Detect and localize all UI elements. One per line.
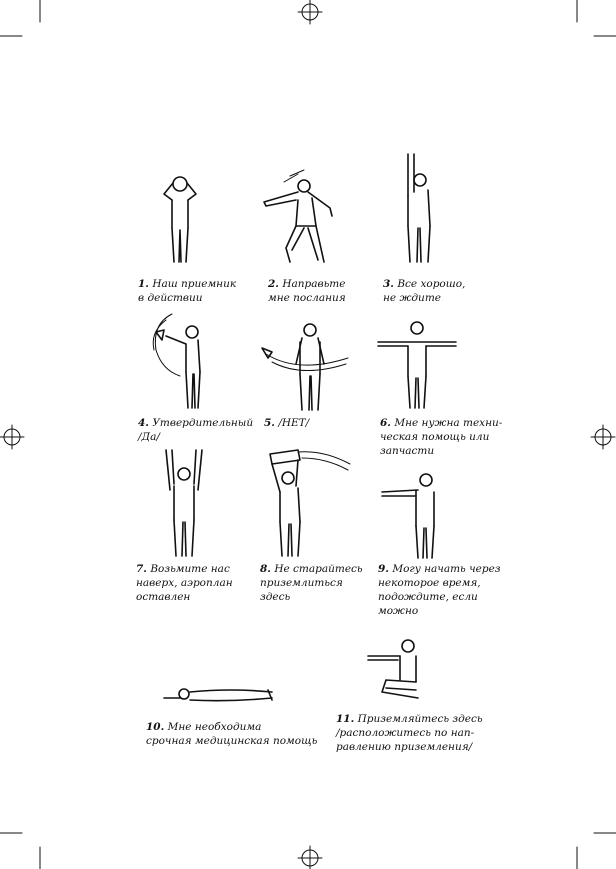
figure-2-pointing [260,168,342,264]
registration-mark-left [0,425,24,449]
caption-2: 2. Направьте мне послания [268,278,346,304]
caption-1: 1. Наш приемник в действии [138,278,237,304]
figure-11-kneeling [366,636,422,700]
figure-1-hands-on-head [150,172,210,264]
caption-5: 5. /НЕТ/ [264,417,310,429]
figure-10-lying-down [160,684,276,706]
figure-4-waving-cloth [146,310,212,410]
caption-4: 4. Утвердительный /Да/ [138,417,254,443]
caption-6: 6. Мне нужна техни- ческая помощь или запчасти [380,417,503,457]
registration-mark-bottom [298,846,322,869]
figure-9-arm-sideways [380,470,440,560]
figure-5-swinging-cloth [258,318,352,412]
figure-3-arm-raised [398,150,438,264]
caption-10: 10. Мне необходима срочная медицинская помощь [146,721,318,747]
caption-11: 11. Приземляйтесь здесь /расположитесь по нап- равлению приземления/ [336,713,483,753]
caption-7: 7. Возьмите нас наверх, аэроплан оставлен [136,563,233,603]
figure-6-arms-outstretched [374,318,460,410]
caption-9: 9. Могу начать через некоторое время, подождите, если можно [378,563,501,617]
registration-mark-top [298,0,322,24]
figure-8-cloth-overhead [262,446,354,558]
caption-3: 3. Все хорошо, не ждите [383,278,466,304]
caption-8: 8. Не старайтесь приземлиться здесь [260,563,363,603]
figure-7-both-arms-up [156,446,212,558]
registration-mark-right [591,425,615,449]
